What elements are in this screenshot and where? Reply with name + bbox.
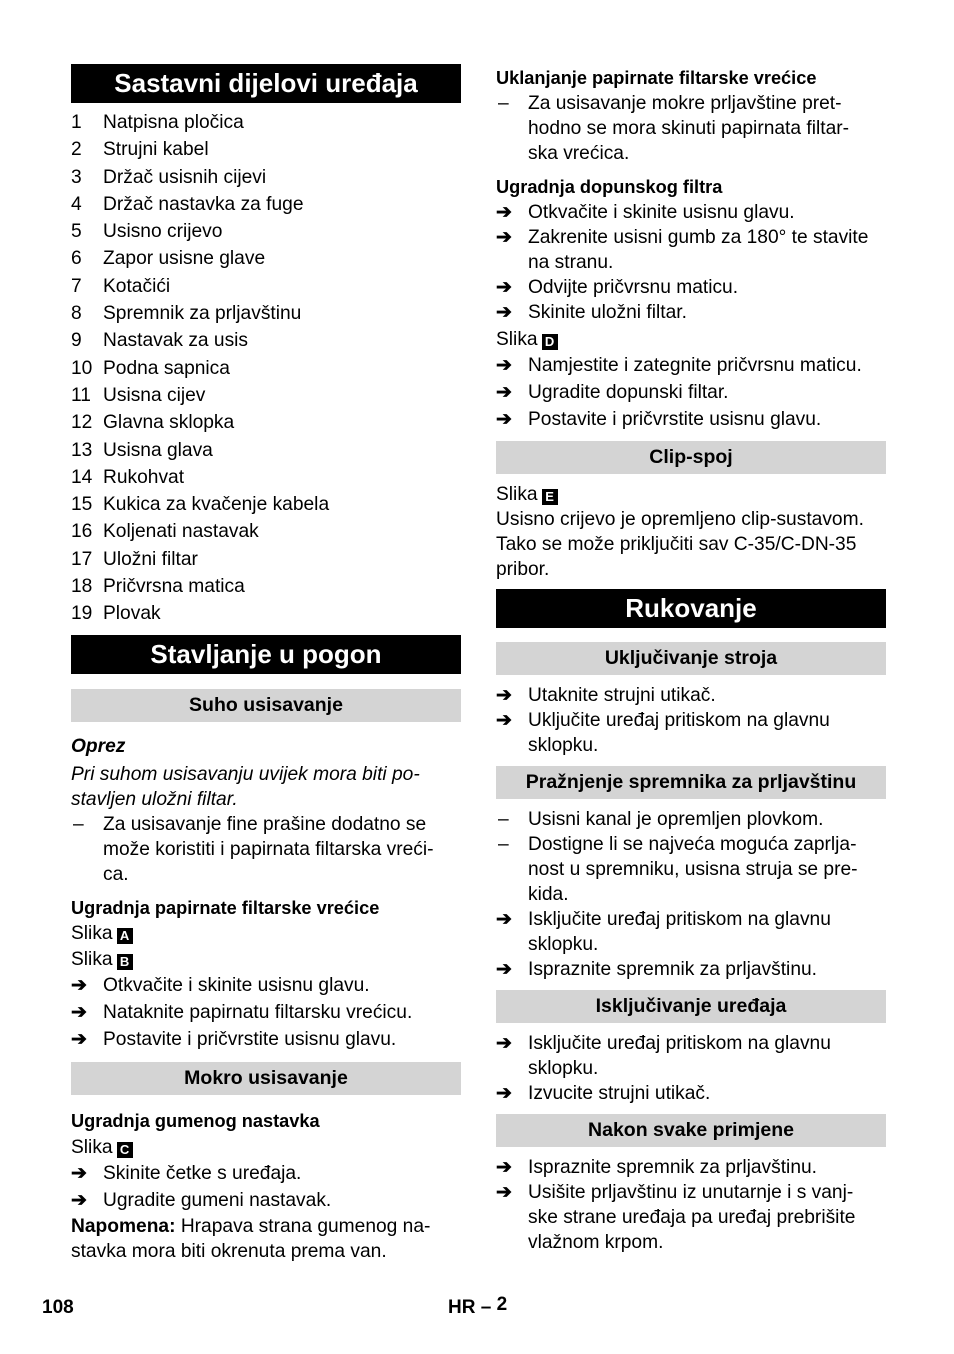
- arrow-right-icon: ➔: [496, 1182, 513, 1203]
- arrow-right-icon: ➔: [496, 710, 513, 731]
- item-label: Uložni filtar: [103, 548, 198, 570]
- list-item: [71, 191, 461, 218]
- list-item: [496, 275, 886, 300]
- paper-bag-steps: [71, 972, 461, 1053]
- arrow-right-icon: ➔: [496, 685, 513, 706]
- list-item: [71, 1026, 461, 1053]
- item-number: 6: [71, 248, 82, 270]
- page-number: 108: [42, 1297, 74, 1318]
- item-label: Kukica za kvačenje kabela: [103, 494, 330, 516]
- extra-filter-steps-1: [496, 200, 886, 325]
- figure-ref-d: Slika D: [496, 327, 886, 352]
- list-item: [71, 999, 461, 1026]
- subsection-switch-off: Isključivanje uređaja: [496, 990, 886, 1023]
- item-text: Usišite prljavštinu iz unutarnje i s vanj- ske strane uređaja pa uređaj prebrišite vlažnom krpom.: [528, 1182, 856, 1253]
- figure-label-e: E: [542, 489, 558, 505]
- arrow-right-icon: ➔: [71, 1162, 88, 1184]
- arrow-right-icon: ➔: [496, 1157, 513, 1178]
- subsection-emptying: Pražnjenje spremnika za prljavštinu: [496, 766, 886, 799]
- item-label: Glavna sklopka: [103, 412, 235, 434]
- item-text: Ugradite gumeni nastavak.: [103, 1189, 332, 1211]
- list-item: [71, 300, 461, 327]
- item-text: Postavite i pričvrstite usisnu glavu.: [103, 1028, 397, 1050]
- figure-ref-a: Slika A: [71, 921, 461, 946]
- heading-paper-bag-install: Ugradnja papirnate filtarske vrećice: [71, 897, 380, 918]
- item-number: 10: [71, 357, 93, 379]
- section-title-commissioning: Stavljanje u pogon: [71, 635, 461, 674]
- item-label: Usisna cijev: [103, 384, 206, 406]
- item-label: Spremnik za prljavštinu: [103, 303, 302, 325]
- left-column: [71, 64, 461, 1264]
- item-label: Pričvrsna matica: [103, 576, 245, 598]
- switch-off-steps: [496, 1031, 886, 1106]
- footer-language-page: HR – 2: [448, 1294, 508, 1318]
- list-item: [496, 1180, 886, 1255]
- figure-ref-b: Slika B: [71, 947, 461, 972]
- item-number: 19: [71, 603, 93, 625]
- subsection-after-use: Nakon svake primjene: [496, 1114, 886, 1147]
- list-item: [496, 683, 886, 708]
- subsection-wet-vacuuming: Mokro usisavanje: [71, 1062, 461, 1095]
- item-text: Postavite i pričvrstite usisnu glavu.: [528, 409, 822, 430]
- arrow-right-icon: ➔: [496, 277, 513, 298]
- arrow-right-icon: ➔: [496, 409, 513, 430]
- list-item: [496, 352, 886, 379]
- arrow-right-icon: ➔: [496, 227, 513, 248]
- subsection-switch-on: Uključivanje stroja: [496, 642, 886, 675]
- figure-label-a: A: [117, 928, 133, 944]
- heading-rubber-attachment: Ugradnja gumenog nastavka: [71, 1110, 320, 1131]
- list-item: [496, 225, 886, 275]
- item-number: 14: [71, 466, 93, 488]
- item-number: 5: [71, 221, 82, 243]
- parts-list: [71, 109, 461, 628]
- list-item: [496, 807, 886, 832]
- subsection-dry-vacuuming: Suho usisavanje: [71, 689, 461, 722]
- item-text: Namjestite i zategnite pričvrsnu maticu.: [528, 355, 862, 376]
- list-item: [71, 1160, 461, 1187]
- list-item: [496, 200, 886, 225]
- item-text: Izvucite strujni utikač.: [528, 1083, 711, 1104]
- arrow-right-icon: ➔: [496, 1033, 513, 1054]
- figure-ref-e: Slika E: [496, 482, 886, 507]
- item-text: Usisni kanal je opremljen plovkom.: [528, 809, 824, 830]
- item-text: Isključite uređaj pritiskom na glavnu sklopku.: [528, 909, 831, 955]
- subsection-clip-connection: Clip-spoj: [496, 441, 886, 474]
- emptying-notes: [496, 807, 886, 907]
- item-label: Zapor usisne glave: [103, 248, 266, 270]
- list-item: [71, 218, 461, 245]
- item-label: Usisno crijevo: [103, 221, 223, 243]
- item-label: Plovak: [103, 603, 161, 625]
- item-text: Zakrenite usisni gumb za 180° te stavite na stranu.: [528, 227, 869, 273]
- item-number: 17: [71, 548, 93, 570]
- figure-label-b: B: [117, 954, 133, 970]
- list-item: [496, 708, 886, 758]
- extra-filter-steps-2: [496, 352, 886, 433]
- after-use-steps: [496, 1155, 886, 1255]
- item-number: 12: [71, 412, 93, 434]
- item-number: 7: [71, 275, 82, 297]
- arrow-right-icon: ➔: [496, 959, 513, 980]
- list-item: [496, 406, 886, 433]
- list-item: [71, 355, 461, 382]
- arrow-right-icon: ➔: [496, 202, 513, 223]
- item-number: 1: [71, 112, 82, 133]
- list-item: [71, 273, 461, 300]
- arrow-right-icon: ➔: [496, 355, 513, 376]
- arrow-right-icon: ➔: [496, 1083, 513, 1104]
- item-label: Nastavak za usis: [103, 330, 249, 352]
- list-item: [71, 382, 461, 409]
- item-text: Nataknite papirnatu filtarsku vrećicu.: [103, 1001, 413, 1023]
- item-label: Podna sapnica: [103, 357, 230, 379]
- list-item: [71, 245, 461, 272]
- list-item: [71, 409, 461, 436]
- item-number: 3: [71, 166, 82, 188]
- right-column: [496, 64, 886, 1255]
- arrow-right-icon: ➔: [496, 302, 513, 323]
- item-label: Kotačići: [103, 275, 171, 297]
- item-number: 18: [71, 576, 93, 598]
- list-item: [496, 379, 886, 406]
- arrow-right-icon: ➔: [71, 1028, 88, 1050]
- item-label: Usisna glava: [103, 439, 213, 461]
- list-item: [496, 957, 886, 982]
- item-number: 4: [71, 193, 82, 215]
- item-text: Uključite uređaj pritiskom na glavnu sklopku.: [528, 710, 830, 756]
- item-text: Utaknite strujni utikač.: [528, 685, 716, 706]
- item-number: 15: [71, 494, 93, 516]
- dash-icon: –: [73, 813, 84, 835]
- list-item: [71, 972, 461, 999]
- item-number: 9: [71, 330, 82, 352]
- item-text: Ispraznite spremnik za prljavštinu.: [528, 959, 817, 980]
- list-item: [496, 1081, 886, 1106]
- figure-label-c: C: [117, 1142, 133, 1158]
- list-item: [496, 907, 886, 957]
- list-item: [71, 546, 461, 573]
- rubber-steps: [71, 1160, 461, 1214]
- arrow-right-icon: ➔: [71, 974, 88, 996]
- item-text: Odvijte pričvrsnu maticu.: [528, 277, 739, 298]
- list-item: [496, 1031, 886, 1081]
- list-item: – Za usisavanje fine prašine dodatno se može koristiti i papirnata filtarska vreći- ca.: [73, 813, 434, 885]
- section-title-operation: Rukovanje: [496, 589, 886, 628]
- item-number: 8: [71, 303, 82, 325]
- list-item: [71, 327, 461, 354]
- item-text: Otkvačite i skinite usisnu glavu.: [103, 974, 370, 996]
- item-number: 2: [71, 139, 82, 161]
- list-item: [71, 464, 461, 491]
- caution-text: Pri suhom usisavanju uvijek mora biti po- stavljen uložni filtar.: [71, 763, 420, 810]
- item-label: Natpisna pločica: [103, 112, 244, 133]
- item-text: Skinite četke s uređaja.: [103, 1162, 302, 1184]
- item-text: Skinite uložni filtar.: [528, 302, 687, 323]
- heading-extra-filter: Ugradnja dopunskog filtra: [496, 177, 723, 197]
- dash-icon: –: [498, 93, 509, 114]
- item-text: Dostigne li se najveća moguća zaprlja- nost u spremniku, usisna struja se pre- kida.: [528, 834, 858, 905]
- item-text: Ugradite dopunski filtar.: [528, 382, 729, 403]
- list-item: [71, 437, 461, 464]
- list-item: [71, 1187, 461, 1214]
- arrow-right-icon: ➔: [496, 909, 513, 930]
- item-text: Otkvačite i skinite usisnu glavu.: [528, 202, 795, 223]
- item-text: Ispraznite spremnik za prljavštinu.: [528, 1157, 817, 1178]
- section-title-components: Sastavni dijelovi uređaja: [71, 64, 461, 103]
- list-item: [496, 300, 886, 325]
- list-item: [496, 1155, 886, 1180]
- item-label: Držač nastavka za fuge: [103, 193, 304, 215]
- item-number: 11: [71, 384, 91, 406]
- arrow-right-icon: ➔: [71, 1001, 88, 1023]
- note-text: Napomena: Hrapava strana gumenog na- stavka mora biti okrenuta prema van.: [71, 1215, 431, 1262]
- list-item: [71, 600, 461, 627]
- figure-ref-c: Slika C: [71, 1135, 461, 1160]
- item-number: 16: [71, 521, 93, 543]
- item-label: Držač usisnih cijevi: [103, 166, 267, 188]
- item-label: Rukohvat: [103, 466, 185, 488]
- item-label: Koljenati nastavak: [103, 521, 259, 543]
- list-item: [71, 109, 461, 136]
- emptying-steps: [496, 907, 886, 982]
- dash-icon: –: [498, 809, 509, 830]
- list-item: [71, 573, 461, 600]
- clip-text: Usisno crijevo je opremljeno clip-sustavom. Tako se može priključiti sav C-35/C-DN-35 pribor.: [496, 509, 864, 580]
- arrow-right-icon: ➔: [71, 1189, 88, 1211]
- item-number: 13: [71, 439, 93, 461]
- figure-label-d: D: [542, 334, 558, 350]
- list-item: [71, 518, 461, 545]
- item-label: Strujni kabel: [103, 139, 209, 161]
- switch-on-steps: [496, 683, 886, 758]
- list-item: [71, 136, 461, 163]
- list-item: [496, 832, 886, 907]
- caution-heading: Oprez: [71, 735, 126, 757]
- heading-paper-bag-remove: Uklanjanje papirnate filtarske vrećice: [496, 68, 817, 88]
- item-text: Isključite uređaj pritiskom na glavnu sklopku.: [528, 1033, 831, 1079]
- list-item: [71, 164, 461, 191]
- arrow-right-icon: ➔: [496, 382, 513, 403]
- dash-icon: –: [498, 834, 509, 855]
- list-item: – Za usisavanje mokre prljavštine pret- hodno se mora skinuti papirnata filtar- ska vrećica.: [498, 93, 850, 164]
- list-item: [71, 491, 461, 518]
